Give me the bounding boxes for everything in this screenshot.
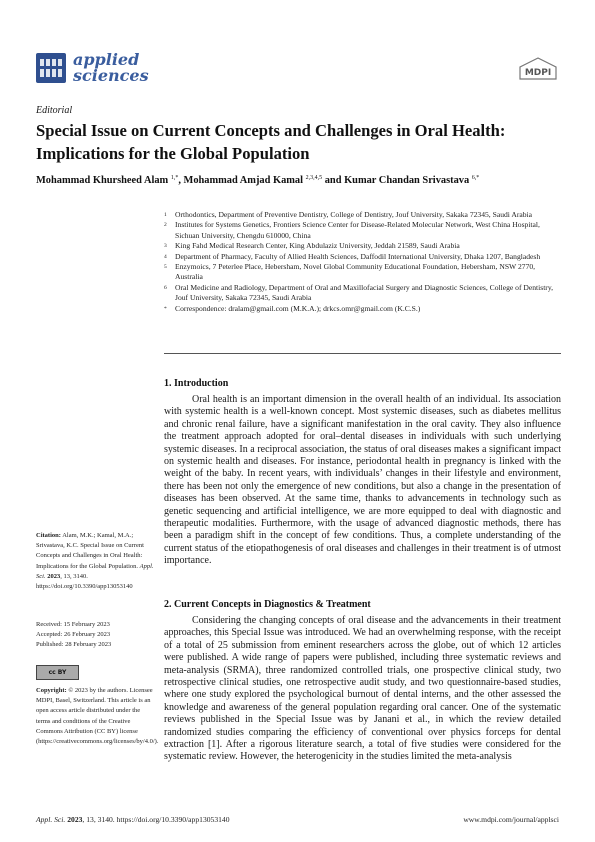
copyright-text: © 2023 by the authors. Licensee MDPI, Basel, Switzerland. This article is an open access article distributed under the terms and conditions of the Creative Commons Attribution (CC BY) license (https://creativecommons.org/licenses/by/4.0/). [36,687,159,746]
affiliation-number: 6 [164,284,167,291]
affiliation-number: 1 [164,212,167,218]
author-affiliation-marker: 2,3,4,5 [305,175,323,181]
copyright-label: Copyright: [36,687,67,694]
affiliation-text: King Fahd Medical Research Center, King Abdulaziz University, Jeddah 21589, Saudi Arabia [175,241,460,251]
author-separator: and [322,175,345,186]
footer-year: 2023 [67,815,83,824]
journal-name-line2: sciences [73,66,149,85]
correspondence-marker: * [164,305,167,312]
section-body [164,615,561,764]
accepted-date: Accepted: 26 February 2023 [36,631,111,639]
citation-journal: Appl. Sci. [36,562,154,580]
citation-text: Alam, M.K.; Kamal, M.A.; Srivastava, K.C. Special Issue on Current Concepts and Challenges in Oral Health: Implications for the Global Population. [36,532,144,570]
received-date: Received: 15 February 2023 [36,621,110,628]
author-list [36,175,479,186]
mdpi-logo [518,57,558,85]
author-name: Mohammad Khursheed Alam [36,175,169,186]
journal-logo [36,52,149,84]
section-heading: 2. Current Concepts in Diagnostics & Treatment [164,599,371,610]
affiliation-item [164,252,564,262]
footer-journal: Appl. Sci. [36,815,66,824]
affiliation-item [164,241,564,251]
affiliation-text: Enzymoics, 7 Peterlee Place, Hebersham, Novel Global Community Educational Foundation, Hebersham, NSW 2770, Australia [175,262,536,282]
affiliation-text: Orthodontics, Department of Preventive Dentistry, College of Dentistry, Jouf University, Sakaka 72345, Saudi Arabia [175,210,533,219]
footer-citation [36,815,230,824]
mdpi-logo-text: MDPI [524,68,552,78]
author-separator: , [178,175,184,186]
citation-block [36,531,154,592]
journal-name [73,52,149,84]
affiliation-item [164,283,564,304]
affiliation-number: 4 [164,253,167,260]
citation-year: 2023 [47,572,61,580]
article-title: Special Issue on Current Concepts and Challenges in Oral Health: Implications for the Global Population [36,121,506,163]
section-heading: 1. Introduction [164,378,229,389]
footer-journal-url[interactable]: www.mdpi.com/journal/applsci [463,815,559,824]
divider [164,353,561,354]
affiliation-number: 3 [164,243,167,250]
affiliation-item [164,220,564,241]
dates-block [36,620,154,651]
author-affiliation-marker: 1,* [170,175,179,181]
affiliation-item [164,262,564,283]
paragraph: Oral health is an important dimension in the overall health of an individual. Its association with systemic health is a well-known concept. Most systemic diseases, such as diabetes mellitus and chronic renal failure, have a significant manifestation in the oral cavity. They also influence the treatment approach adopted for oral–dental diseases in individuals with such underlying systemic diseases. In a reciprocal association, the status of oral diseases makes a significant impact on systemic health and diseases. For instance, periodontal health in pregnancy is linked with the weight of the baby. In recent years, with individuals’ changes in their lifestyle and environment, there has been not only the emergence of new conditions, but also a change in the presentation of diseases has been observed. At the same time, thanks to advancements in technology such as genetic sequencing and artificial intelligence, we are more equipped to deal with diagnostic and therapeutic modalities. Furthermore, with the usage of advanced diagnostic methods, there has been a paradigm shift in the concept of few conditions. Thus, a complete understanding of the current status of the etiopathogenesis of oral diseases and challenges in their treatment is of utmost importance. [164,394,561,567]
footer-doi[interactable]: , 13, 3140. https://doi.org/10.3390/app13053140 [82,815,230,824]
copyright-block [36,686,159,747]
affiliation-number: 5 [164,264,167,271]
cc-by-license-badge[interactable]: cc BY [36,665,79,680]
journal-name-line1: applied [73,50,140,69]
correspondence [164,304,564,314]
author-name: Kumar Chandan Srivastava [344,175,470,186]
affiliation-number: 2 [164,222,167,229]
citation-label: Citation: [36,532,61,539]
affiliation-item [164,210,564,220]
published-date: Published: 28 February 2023 [36,641,112,649]
citation-doi: , 13, 3140. https://doi.org/10.3390/app13053140 [36,572,133,591]
author-affiliation-marker: 6,* [471,175,480,181]
journal-logo-icon [36,53,66,83]
affiliation-text: Oral Medicine and Radiology, Department of Oral and Maxillofacial Surgery and Diagnostic Sciences, College of Dentistry, Jouf University, Sakaka 72345, Saudi Arabia [175,282,554,303]
correspondence-text: Correspondence: dralam@gmail.com (M.K.A.); drkcs.omr@gmail.com (K.C.S.) [175,303,421,313]
article-type: Editorial [36,105,73,116]
affiliation-text: Institutes for Systems Genetics, Frontiers Science Center for Disease-Related Molecular Network, West China Hospital, Sichuan University, Chengdu 610000, China [175,220,540,240]
section-body [164,394,561,568]
paragraph: Considering the changing concepts of oral disease and the advancements in their treatment approaches, this Special Issue was introduced. We had an overwhelming response, with the receipt of a total of 25 submission from eminent researchers across the globe, out of which 12 articles were published. A wide range of papers were published, including three systematic reviews and meta-analysis (SRMA), three randomized controlled trials, one prospective clinical study, two retrospective clinical studies, one retrospective audit study, and two questionnaire-based studies, where one study explored the psychological burnout of dental interns, and the other assessed the knowledge and awareness of the general population regarding oral cancer. One of the systematic reviews published in the Special Issue was by Janani et al., in which the review detailed randomized studies comparing the efficiency of conventional over physics forceps for dental extraction [1]. After a rigorous literature search, a total of five studies were considered for the systematic review. However, the heterogenicity in the studies limited the meta-analysis [164,615,561,763]
affiliation-text: Department of Pharmacy, Faculty of Allied Health Sciences, Daffodil International University, Dhaka 1207, Bangladesh [175,251,541,261]
affiliation-list [164,210,564,314]
author-name: Mohammad Amjad Kamal [183,175,304,186]
